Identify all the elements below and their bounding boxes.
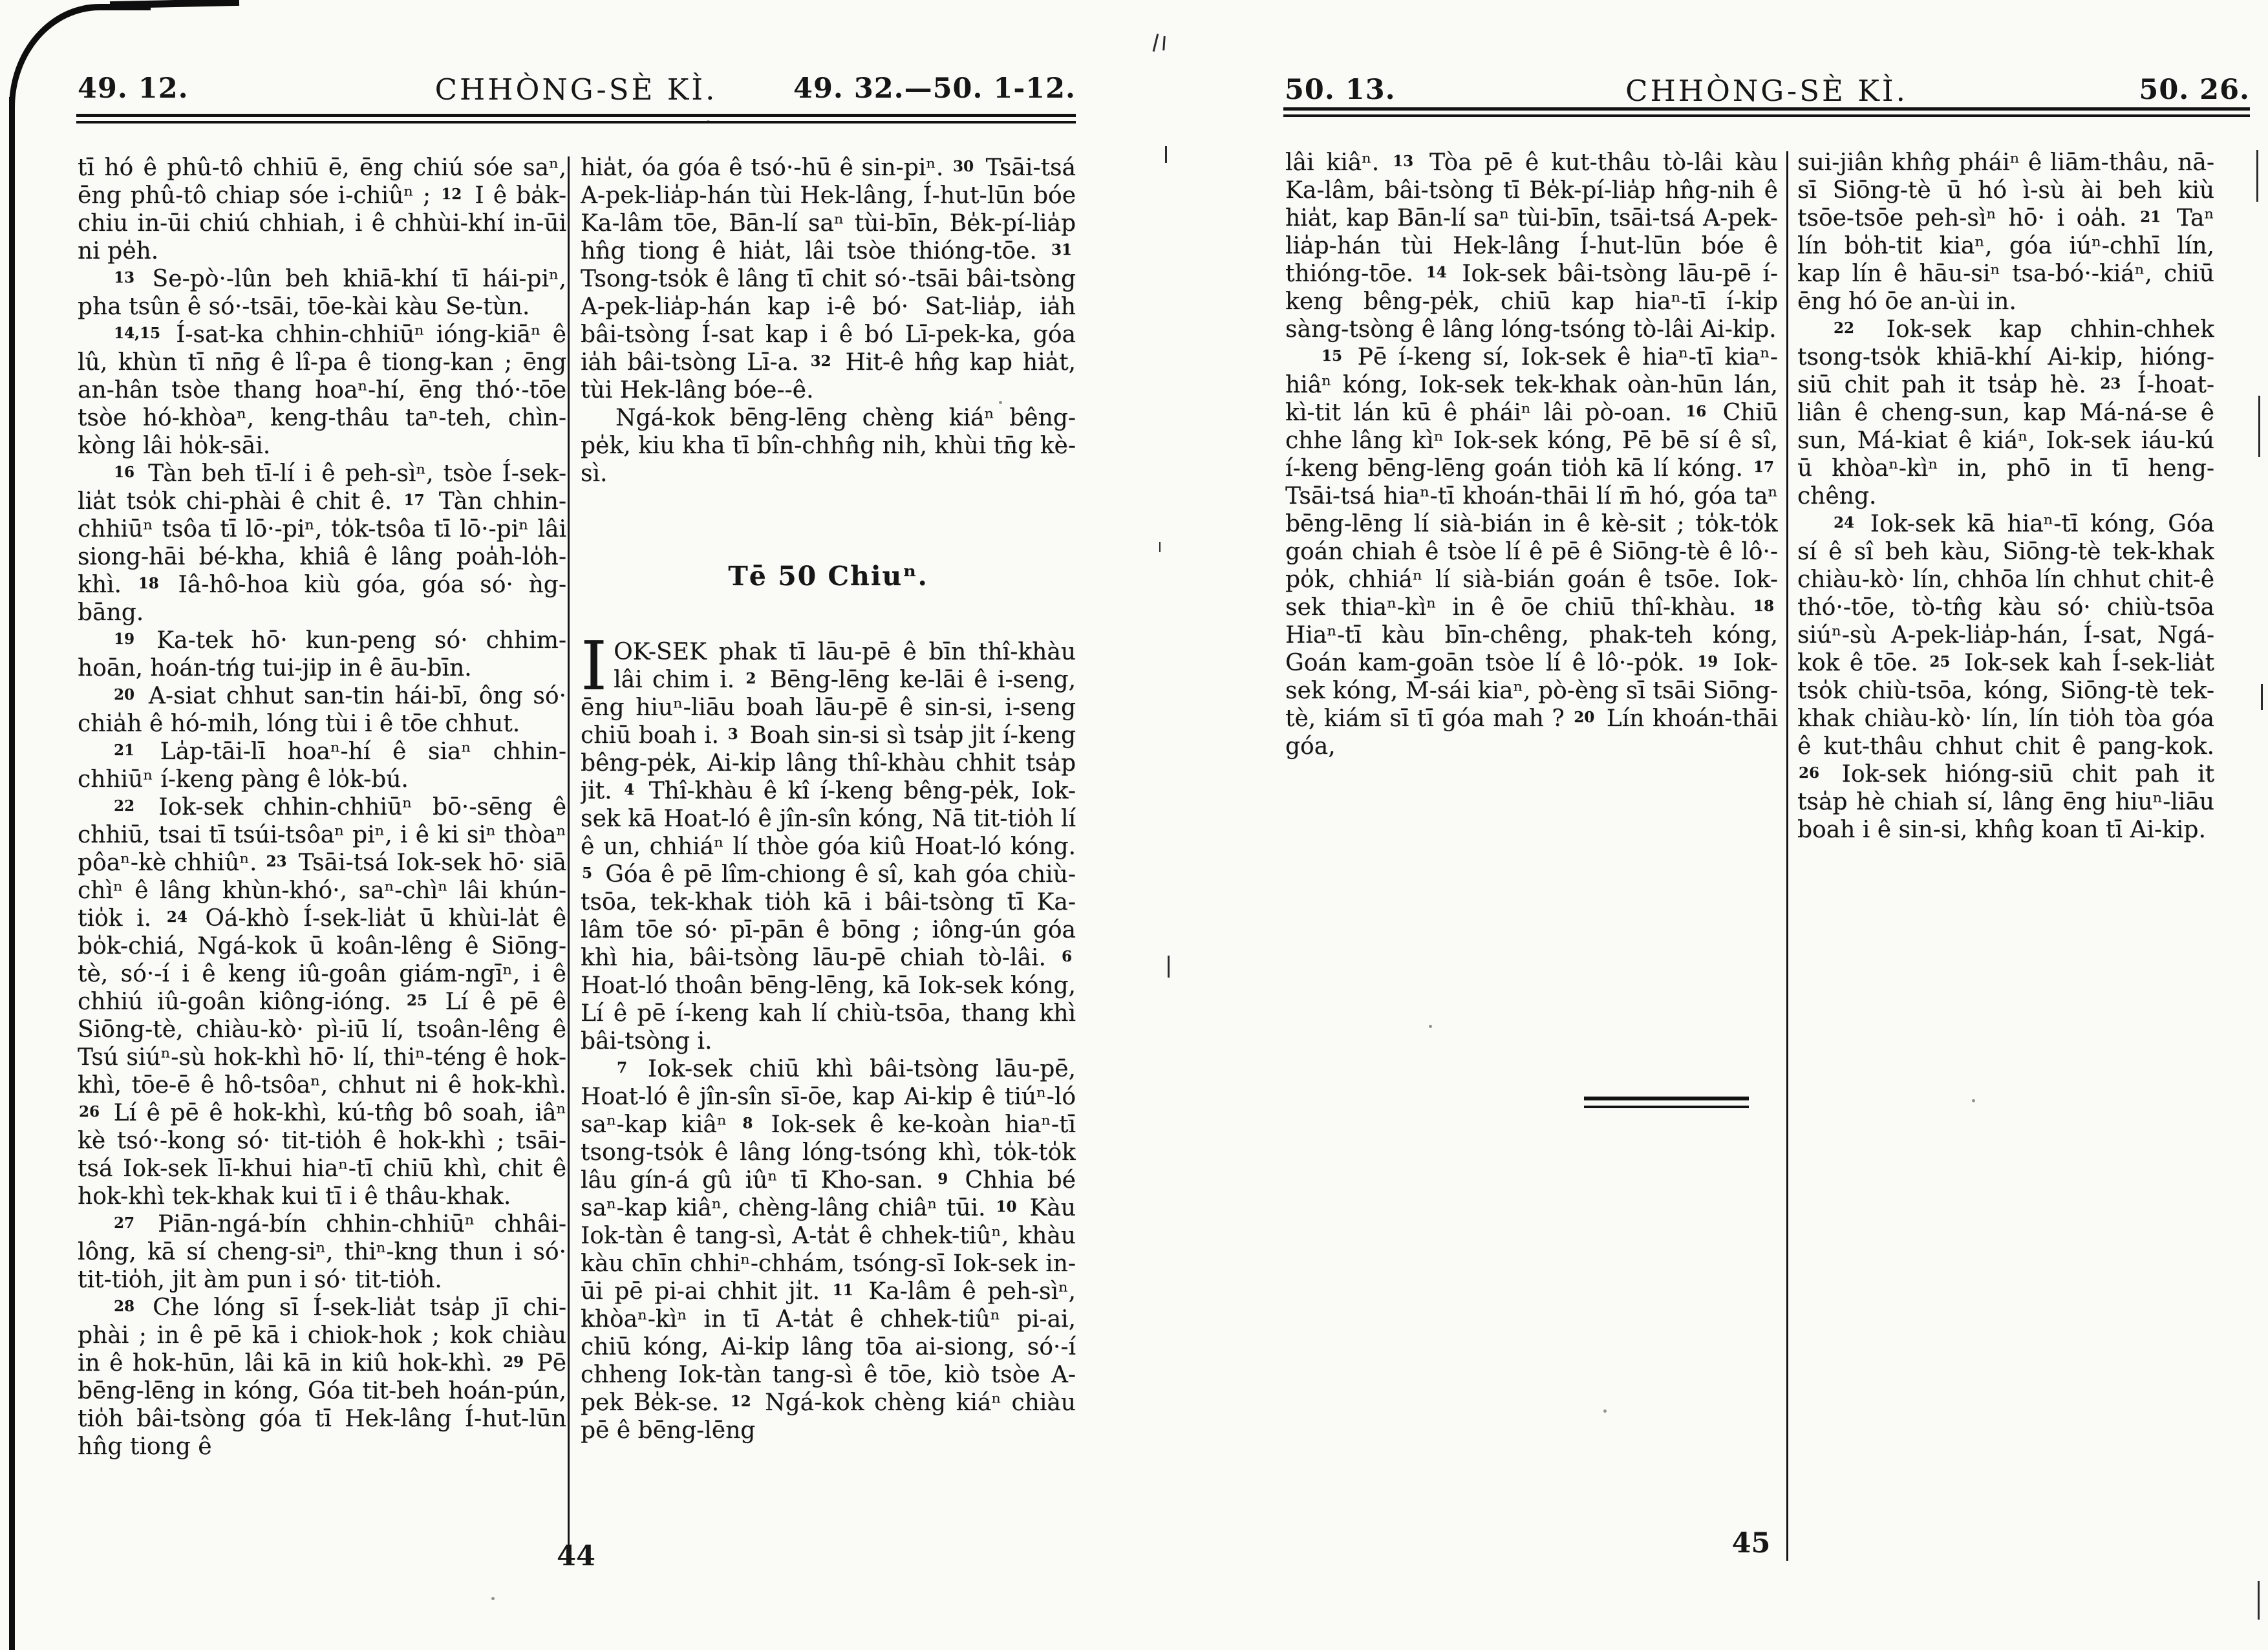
running-head-right-ref: 49. 32.—50. 1-12. <box>793 72 1076 105</box>
gutter-mark <box>1162 36 1166 50</box>
verse-paragraph: $^{22}$ Iok-sek chhin-chhiūⁿ bō·-sēng ê chhiū, tsai tī tsúi-tsôaⁿ piⁿ, i ê ki siⁿ thòaⁿ pôaⁿ-kè chhiûⁿ. $^{23}$ Tsāi-tsá Iok-sek hō· siā chìⁿ ê lâng khùn-khó·, saⁿ-chìⁿ lâi khún-tio̍k i. $^{24}$ Oá-khò Í-sek-lia̍t ū khùi-la̍t ê bo̍k-chiá, Ngá-kok ū koân-lêng ê Siōng-tè, só·-í i ê keng iû-goân giám-ngīⁿ, i ê chhiú iû-goân kiông-ióng. $^{25}$ Lí ê pē ê Siōng-tè, chiàu-kò· pì-iū lí, tsoân-lêng ê Tsú siúⁿ-sù hok-khì hō· lí, thiⁿ-téng ê hok-khì, tōe-ē ê hô-tsôaⁿ, chhut ni ê hok-khì. $^{26}$ Lí ê pē ê hok-khì, kú-tn̂g bô soah, iâⁿ kè tsó·-kong só· tit-tio̍h ê hok-khì ; tsāi-tsá Iok-sek lī-khui hiaⁿ-tī chiū khì, chit ê hok-khì tek-khak kui tī i ê thâu-khak. <box>78 794 566 1210</box>
verse-number: 5 <box>582 864 593 882</box>
verse-number: 22 <box>1834 319 1855 337</box>
verse-paragraph: sui-jiân khn̂g pháiⁿ ê liām-thâu, nā-sī Siōng-tè ū hó ì-sù ài beh kiù tsōe-tsōe peh-sìⁿ hō· i oa̍h. $^{21}$ Taⁿ lín bo̍h-tit kiaⁿ, góa iúⁿ-chhī lín, kap lín ê hāu-siⁿ tsa-bó·-kiáⁿ, chiū ēng hó ōe an-ùi in. <box>1797 149 2214 315</box>
verse-number: 8 <box>742 1115 753 1132</box>
verse-number: 14,15 <box>114 325 161 342</box>
text-column-left <box>1285 149 1778 1553</box>
verse-number: 18 <box>1753 597 1774 615</box>
verse-number: 26 <box>79 1103 100 1120</box>
verse-number: 21 <box>2140 208 2161 226</box>
verse-number: 26 <box>1799 764 1820 782</box>
right-page <box>1283 65 2250 1584</box>
verse-paragraph: $^{14,15}$ Í-sat-ka chhin-chhiūⁿ ióng-kiāⁿ ê lû, khùn tī nn̄g ê lî-pa ê tiong-kan ; ēng an-hân tsòe thang hoaⁿ-hí, ēng thó·-tōe tsòe hó-khòaⁿ, keng-thâu taⁿ-teh, chìn-kòng lâi ho̍k-sāi. <box>78 321 566 459</box>
gutter-mark <box>1165 146 1167 163</box>
verse-number: 6 <box>1061 948 1072 965</box>
gutter-mark <box>1168 956 1170 978</box>
text-column-left <box>78 154 566 1558</box>
header-double-rule <box>1283 107 2250 117</box>
verse-paragraph: hia̍t, óa góa ê tsó·-hū ê sin-piⁿ. $^{30}$ Tsāi-tsá A-pek-lia̍p-hán tùi Hek-lâng, Í-hut-lūn bóe Ka-lâm tōe, Bān-lí saⁿ tùi-bīn, Be̍k-pí-lia̍p hn̂g tiong ê hia̍t, lâi tsòe thióng-tōe. $^{31}$ Tsong-tso̍k ê lâng tī chit só·-tsāi bâi-tsòng A-pek-lia̍p-hán kap i-ê bó· Sat-lia̍p, ia̍h bâi-tsòng Í-sat kap i ê bó Lī-pek-ka, góa ia̍h bâi-tsòng Lī-a. $^{32}$ Hit-ê hn̂g kap hia̍t, tùi Hek-lâng bóe--ê. <box>581 155 1076 403</box>
verse-number: 12 <box>730 1393 751 1410</box>
verse-paragraph: lâi kiâⁿ. $^{13}$ Tòa pē ê kut-thâu tò-lâi kàu Ka-lâm, bâi-tsòng tī Be̍k-pí-lia̍p hn̂g-nih ê hia̍t, kap Bān-lí saⁿ tùi-bīn, tsāi-tsá A-pek-lia̍p-hán tùi Hek-lâng Í-hut-lūn bóe ê thióng-tōe. $^{14}$ Iok-sek bâi-tsòng lāu-pē í-keng bêng-pe̍k, chiū kap hiaⁿ-tī í-ki̍p sàng-tsòng ê lâng lóng-tsóng tò-lâi Ai-ki̍p. <box>1285 149 1778 343</box>
verse-paragraph: $^7$ Iok-sek chiū khì bâi-tsòng lāu-pē, Hoat-ló ê jîn-sîn sī-ōe, kap Ai-ki̍p ê tiúⁿ-ló saⁿ-kap kiâⁿ $^8$ Iok-sek ê ke-koàn hiaⁿ-tī tsong-tso̍k ê lâng lóng-tsóng khì, to̍k-to̍k lâu gín-á gû iûⁿ tī Kho-san. $^9$ Chhia bé saⁿ-kap kiâⁿ, chèng-lâng chiâⁿ tūi. $^{10}$ Kàu Iok-tàn ê tang-sì, A-ta̍t ê chhek-tiûⁿ, khàu kàu chīn chhiⁿ-chhám, tsóng-sī Iok-sek in-ūi pē pi-ai chhit ji̍t. $^{11}$ Ka-lâm ê peh-sìⁿ, khòaⁿ-kìⁿ in tī A-ta̍t ê chhek-tiûⁿ pi-ai, chiū kóng, Ai-ki̍p lâng tōa ai-siong, só·-í chheng Iok-tàn tang-sì ê tōe, kiò tsòe A-pek Be̍k-se. $^{12}$ Ngá-kok chèng kiáⁿ chiàu pē ê bēng-lēng <box>581 1056 1076 1444</box>
verse-number: 20 <box>1574 709 1595 726</box>
running-head <box>1283 74 2250 112</box>
running-head-left-ref: 49. 12. <box>78 72 189 105</box>
verse-number: 16 <box>114 464 135 481</box>
verse-number: 16 <box>1685 403 1707 420</box>
chapter-heading: Tē 50 Chiuⁿ. <box>728 561 928 592</box>
page-edge-mark <box>2258 1581 2260 1620</box>
verse-paragraph: $^{22}$ Iok-sek kap chhin-chhek tsong-tso̍k khiā-khí Ai-ki̍p, hióng-siū chit pah it tsa̍p hè. $^{23}$ Í-hoat-liân ê cheng-sun, kap Má-ná-se ê sun, Má-kiat ê kiáⁿ, Iok-sek iáu-kú ū khòaⁿ-kìⁿ in, phō in tī heng-chêng. <box>1797 316 2214 509</box>
drop-cap: I <box>581 627 608 705</box>
verse-number: 13 <box>114 269 135 286</box>
column-divider <box>568 156 570 1558</box>
book-binding-edge <box>9 97 15 1650</box>
page-edge-mark <box>2258 396 2260 457</box>
verse-number: 22 <box>114 797 135 815</box>
verse-number: 3 <box>727 725 738 743</box>
verse-number: 32 <box>810 352 831 370</box>
verse-number: 23 <box>2100 375 2121 392</box>
verse-number: 10 <box>996 1198 1017 1216</box>
verse-number: 30 <box>952 158 974 175</box>
verse-number: 4 <box>624 781 635 798</box>
verse-number: 12 <box>441 186 462 203</box>
verse-paragraph: $^{24}$ Iok-sek kā hiaⁿ-tī kóng, Góa sí ê sî beh kàu, Siōng-tè tek-khak chiàu-kò· lín, chhōa lín chhut chit-ê thó·-tōe, tò-tn̂g kàu só· chiù-tsōa siúⁿ-sù A-pek-lia̍p-hán, Í-sat, Ngá-kok ê tōe. $^{25}$ Iok-sek kah Í-sek-lia̍t tso̍k chiù-tsōa, kóng, Siōng-tè tek-khak chiàu-kò· lín, lín tio̍h tòa góa ê kut-thâu chhut chit ê pang-kok. $^{26}$ Iok-sek hióng-siū chit pah it tsa̍p hè chiah sí, lâng ēng hiuⁿ-liāu boah i ê sin-si, khn̂g koan tī Ai-kip. <box>1797 511 2214 843</box>
verse-number: 9 <box>937 1170 948 1188</box>
verse-paragraph: $^{13}$ Se-pò·-lûn beh khiā-khí tī hái-piⁿ, pha tsûn ê só·-tsāi, tōe-kài kàu Se-tùn. <box>78 266 566 320</box>
verse-paragraph: $^{15}$ Pē í-keng sí, Iok-sek ê hiaⁿ-tī kiaⁿ-hiâⁿ kóng, Iok-sek tek-khak oàn-hūn lán, kì-tit lán kū ê pháiⁿ lâi pò-oan. $^{16}$ Chiū chhe lâng kìⁿ Iok-sek kóng, Pē bē sí ê sî, í-keng bēng-lēng goán tio̍h kā lí kóng. $^{17}$ Tsāi-tsá hiaⁿ-tī khoán-thāi lí m̄ hó, góa taⁿ bēng-lēng lí sià-bián in ê kè-sit ; to̍k-to̍k goán chiah ê tsòe lí ê pē ê Siōng-tè ê lô·-po̍k, chhiáⁿ lí sià-bián goán ê tsōe. Iok-sek thiaⁿ-kìⁿ in ê ōe chiū thî-khàu. $^{18}$ Hiaⁿ-tī kàu bīn-chêng, phak-teh kóng, Goán kam-goān tsòe lí ê lô·-po̍k. $^{19}$ Iok-sek kóng, M̄-sái kiaⁿ, pò-èng sī tsāi Siōng-tè, kiám sī tī góa mah ? $^{20}$ Lín khoán-thāi góa, <box>1285 344 1778 760</box>
verse-number: 7 <box>617 1059 628 1077</box>
verse-number: 18 <box>138 575 159 592</box>
verse-number: 25 <box>1929 653 1951 670</box>
verse-number: 13 <box>1393 153 1414 170</box>
verse-number: 27 <box>114 1214 135 1232</box>
verse-number: 23 <box>266 853 287 870</box>
text-column-right <box>581 154 1076 1558</box>
page-edge-mark <box>2256 150 2258 202</box>
gutter-mark <box>1153 34 1159 52</box>
verse-number: 15 <box>1321 347 1343 365</box>
verse-number: 31 <box>1051 241 1072 259</box>
verse-number: 20 <box>114 686 135 703</box>
running-head-left-ref: 50. 13. <box>1285 74 1396 106</box>
verse-paragraph: $^{27}$ Piān-ngá-bín chhin-chhiūⁿ chhâi-lông, kā sí cheng-siⁿ, thiⁿ-kng thun i só· tit-tio̍h, ji̍t àm pun i só· tit-tio̍h. <box>78 1211 566 1293</box>
running-head-title: CHHÒNG-SÈ KÌ. <box>1625 74 1908 108</box>
gutter-mark <box>1159 542 1161 552</box>
page-number: 44 <box>557 1540 595 1572</box>
running-head <box>76 72 1076 111</box>
verse-paragraph: tī hó ê phû-tô chhiū ē, ēng chiú sóe saⁿ, ēng phû-tô chiap sóe i-chiûⁿ ; $^{12}$ I ê ba̍k-chiu in-ūi chiú chhiah, i ê chhùi-khí in-ūi ni pe̍h. <box>78 155 566 264</box>
running-head-right-ref: 50. 26. <box>2139 74 2250 106</box>
verse-number: 17 <box>1753 458 1774 476</box>
verse-number: 24 <box>166 908 187 926</box>
verse-number: 19 <box>1697 653 1718 670</box>
book-top-edge <box>110 0 239 8</box>
running-head-title: CHHÒNG-SÈ KÌ. <box>434 72 718 107</box>
verse-number: 24 <box>1834 514 1855 531</box>
verse-number: 14 <box>1426 264 1447 281</box>
verse-paragraph: IOK-SEK phak tī lāu-pē ê bīn thî-khàu lâi chim i. $^2$ Bēng-lēng ke-lāi ê i-seng, ēng hiuⁿ-liāu boah lāu-pē ê sin-si, i-seng chiū boah i. $^3$ Boah sin-si sì tsa̍p ji̍t í-keng bêng-pe̍k, Ai-ki̍p lâng thî-khàu chhit tsa̍p ji̍t. $^4$ Thî-khàu ê kî í-keng bêng-pe̍k, Iok-sek kā Hoat-ló ê jîn-sîn kóng, Nā tit-tio̍h lí ê un, chhiáⁿ lí thòe góa kiû Hoat-ló kóng. $^5$ Góa ê pē lîm-chiong ê sî, kah góa chiù-tsōa, tek-khak tio̍h kā i bâi-tsòng tī Ka-lâm tōe só· pī-pān ê bōng ; iông-ún góa khì hia, bâi-tsòng lāu-pē chiah tò-lâi. $^6$ Hoat-ló thoân bēng-lēng, kā Iok-sek kóng, Lí ê pē í-keng kah lí chiù-tsōa, thang khì bâi-tsòng i. <box>581 627 1076 1055</box>
scan-speck <box>491 1597 495 1600</box>
verse-number: 21 <box>114 742 135 759</box>
verse-paragraph: $^{21}$ La̍p-tāi-lī hoaⁿ-hí ê siaⁿ chhin-chhiūⁿ í-keng pàng ê lo̍k-bú. <box>78 738 566 793</box>
verse-number: 11 <box>832 1281 853 1299</box>
end-of-book-rule <box>1584 1097 1749 1108</box>
verse-number: 28 <box>114 1298 135 1315</box>
verse-paragraph: Ngá-kok bēng-lēng chèng kiáⁿ bêng-pe̍k, kiu kha tī bîn-chhn̂g ni̍h, khùi tn̄g kè-sì. <box>581 405 1076 487</box>
verse-number: 29 <box>502 1353 524 1371</box>
left-page <box>76 72 1076 1579</box>
column-divider <box>1786 151 1788 1561</box>
verse-number: 2 <box>745 670 756 687</box>
page-number: 45 <box>1731 1527 1771 1559</box>
header-double-rule <box>76 114 1076 123</box>
verse-number: 25 <box>406 992 427 1009</box>
page-edge-mark <box>2261 684 2263 710</box>
text-column-right <box>1797 149 2214 1553</box>
verse-number: 17 <box>403 491 425 509</box>
verse-paragraph: $^{28}$ Che lóng sī Í-sek-lia̍t tsa̍p jī chi-phài ; in ê pē kā i chiok-hok ; kok chiàu in ê hok-hūn, lâi kā in kiû hok-khì. $^{29}$ Pē bēng-lēng in kóng, Góa tit-beh hoán-pún, tio̍h bâi-tsòng góa tī Hek-lâng Í-hut-lūn hn̂g tiong ê <box>78 1294 566 1460</box>
verse-paragraph: $^{19}$ Ka-tek hō· kun-peng só· chhim-hoān, hoán-tńg tui-jip in ê āu-bīn. <box>78 627 566 681</box>
verse-paragraph: $^{20}$ A-siat chhut san-tin hái-bī, ông só· chia̍h ê hó-mi̍h, lóng tùi i ê tōe chhut. <box>78 683 566 737</box>
verse-paragraph: $^{16}$ Tàn beh tī-lí i ê peh-sìⁿ, tsòe Í-sek-lia̍t tso̍k chi-phài ê chit ê. $^{17}$ Tàn chhin-chhiūⁿ tsôa tī lō·-piⁿ, to̍k-tsôa tī lō·-piⁿ lâi siong-hāi bé-kha, khiâ ê lâng poa̍h-lo̍h-khì. $^{18}$ Iâ-hô-hoa kiù góa, góa só· ǹg-bāng. <box>78 460 566 626</box>
verse-number: 19 <box>114 630 135 648</box>
